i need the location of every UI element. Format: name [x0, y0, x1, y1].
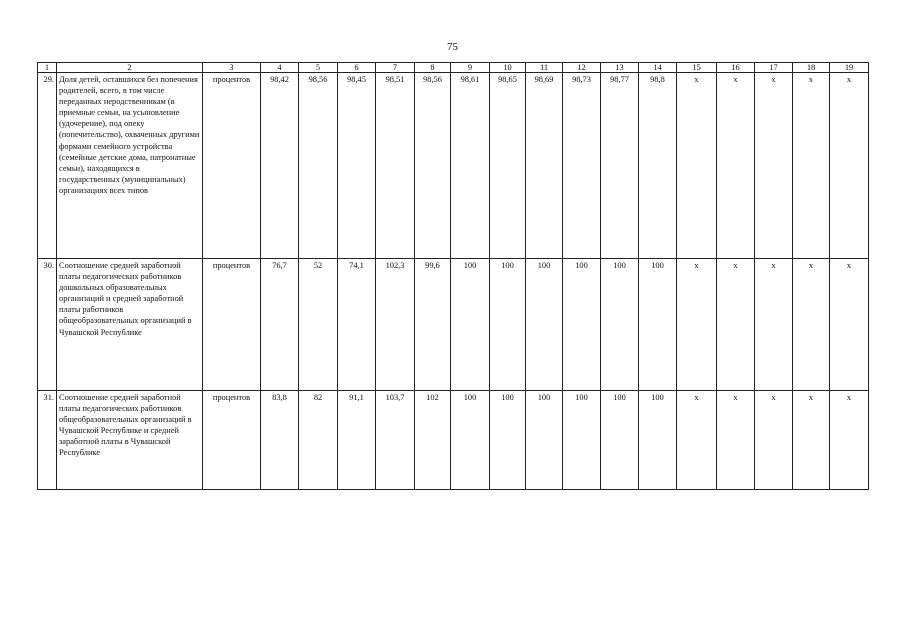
column-header: 5 — [299, 63, 338, 73]
value-cell: 98,69 — [526, 73, 563, 259]
column-header: 1 — [38, 63, 57, 73]
column-header: 6 — [338, 63, 376, 73]
indicators-table — [37, 62, 869, 490]
value-cell: х — [717, 391, 755, 490]
indicator-name: Доля детей, оставшихся без попечения родителей, всего, в том числе переданных неродственникам (в приемные семьи, на усыновление (удочерение), под опеку (попечительство), охваченных другими формами семейного устройства (семейные детские дома, патронатные семьи), находящихся в государственных (муниципальных) организациях всех типов — [57, 73, 203, 259]
value-cell: 98,73 — [563, 73, 601, 259]
unit-cell: процентов — [203, 73, 261, 259]
value-cell: 100 — [451, 259, 490, 391]
value-cell: 83,8 — [261, 391, 299, 490]
value-cell: х — [830, 259, 869, 391]
value-cell: 98,45 — [338, 73, 376, 259]
value-cell: 99,6 — [415, 259, 451, 391]
table-row — [38, 73, 869, 259]
value-cell: х — [830, 73, 869, 259]
value-cell: 100 — [526, 259, 563, 391]
value-cell: 98,8 — [639, 73, 677, 259]
column-header: 12 — [563, 63, 601, 73]
column-header: 8 — [415, 63, 451, 73]
value-cell: 100 — [639, 259, 677, 391]
value-cell: х — [793, 391, 830, 490]
value-cell: х — [677, 259, 717, 391]
column-header: 7 — [376, 63, 415, 73]
value-cell: 102,3 — [376, 259, 415, 391]
value-cell: х — [755, 391, 793, 490]
unit-cell: процентов — [203, 259, 261, 391]
value-cell: х — [793, 259, 830, 391]
column-header: 9 — [451, 63, 490, 73]
value-cell: 100 — [601, 259, 639, 391]
column-header: 18 — [793, 63, 830, 73]
value-cell: 76,7 — [261, 259, 299, 391]
value-cell: 100 — [601, 391, 639, 490]
value-cell: х — [677, 391, 717, 490]
value-cell: 102 — [415, 391, 451, 490]
value-cell: 100 — [639, 391, 677, 490]
value-cell: 74,1 — [338, 259, 376, 391]
value-cell: 98,61 — [451, 73, 490, 259]
value-cell: 82 — [299, 391, 338, 490]
unit-cell: процентов — [203, 391, 261, 490]
column-header: 19 — [830, 63, 869, 73]
column-header: 11 — [526, 63, 563, 73]
value-cell: 100 — [490, 259, 526, 391]
value-cell: 91,1 — [338, 391, 376, 490]
row-number: 30. — [38, 259, 57, 391]
value-cell: 98,65 — [490, 73, 526, 259]
row-number: 29. — [38, 73, 57, 259]
value-cell: х — [717, 73, 755, 259]
table-row — [38, 259, 869, 391]
value-cell: х — [717, 259, 755, 391]
value-cell: х — [793, 73, 830, 259]
value-cell: 52 — [299, 259, 338, 391]
value-cell: х — [755, 73, 793, 259]
value-cell: х — [755, 259, 793, 391]
column-header: 3 — [203, 63, 261, 73]
value-cell: х — [677, 73, 717, 259]
column-header: 16 — [717, 63, 755, 73]
value-cell: 98,51 — [376, 73, 415, 259]
value-cell: 98,42 — [261, 73, 299, 259]
value-cell: 100 — [563, 391, 601, 490]
table-row — [38, 391, 869, 490]
indicator-name: Соотношение средней заработной платы педагогических работников общеобразовательных организаций в Чувашской Республике и средней заработной платы в Чувашской Республике — [57, 391, 203, 490]
column-header: 10 — [490, 63, 526, 73]
value-cell: х — [830, 391, 869, 490]
page-number: 75 — [447, 41, 458, 53]
value-cell: 100 — [451, 391, 490, 490]
value-cell: 98,77 — [601, 73, 639, 259]
row-number: 31. — [38, 391, 57, 490]
header-row — [38, 63, 869, 73]
value-cell: 100 — [526, 391, 563, 490]
column-header: 4 — [261, 63, 299, 73]
value-cell: 103,7 — [376, 391, 415, 490]
value-cell: 98,56 — [415, 73, 451, 259]
column-header: 2 — [57, 63, 203, 73]
column-header: 14 — [639, 63, 677, 73]
indicator-name: Соотношение средней заработной платы педагогических работников дошкольных образовательных организаций и средней заработной платы работников общеобразовательных организаций в Чувашской Республике — [57, 259, 203, 391]
column-header: 17 — [755, 63, 793, 73]
value-cell: 100 — [563, 259, 601, 391]
value-cell: 98,56 — [299, 73, 338, 259]
column-header: 13 — [601, 63, 639, 73]
value-cell: 100 — [490, 391, 526, 490]
column-header: 15 — [677, 63, 717, 73]
